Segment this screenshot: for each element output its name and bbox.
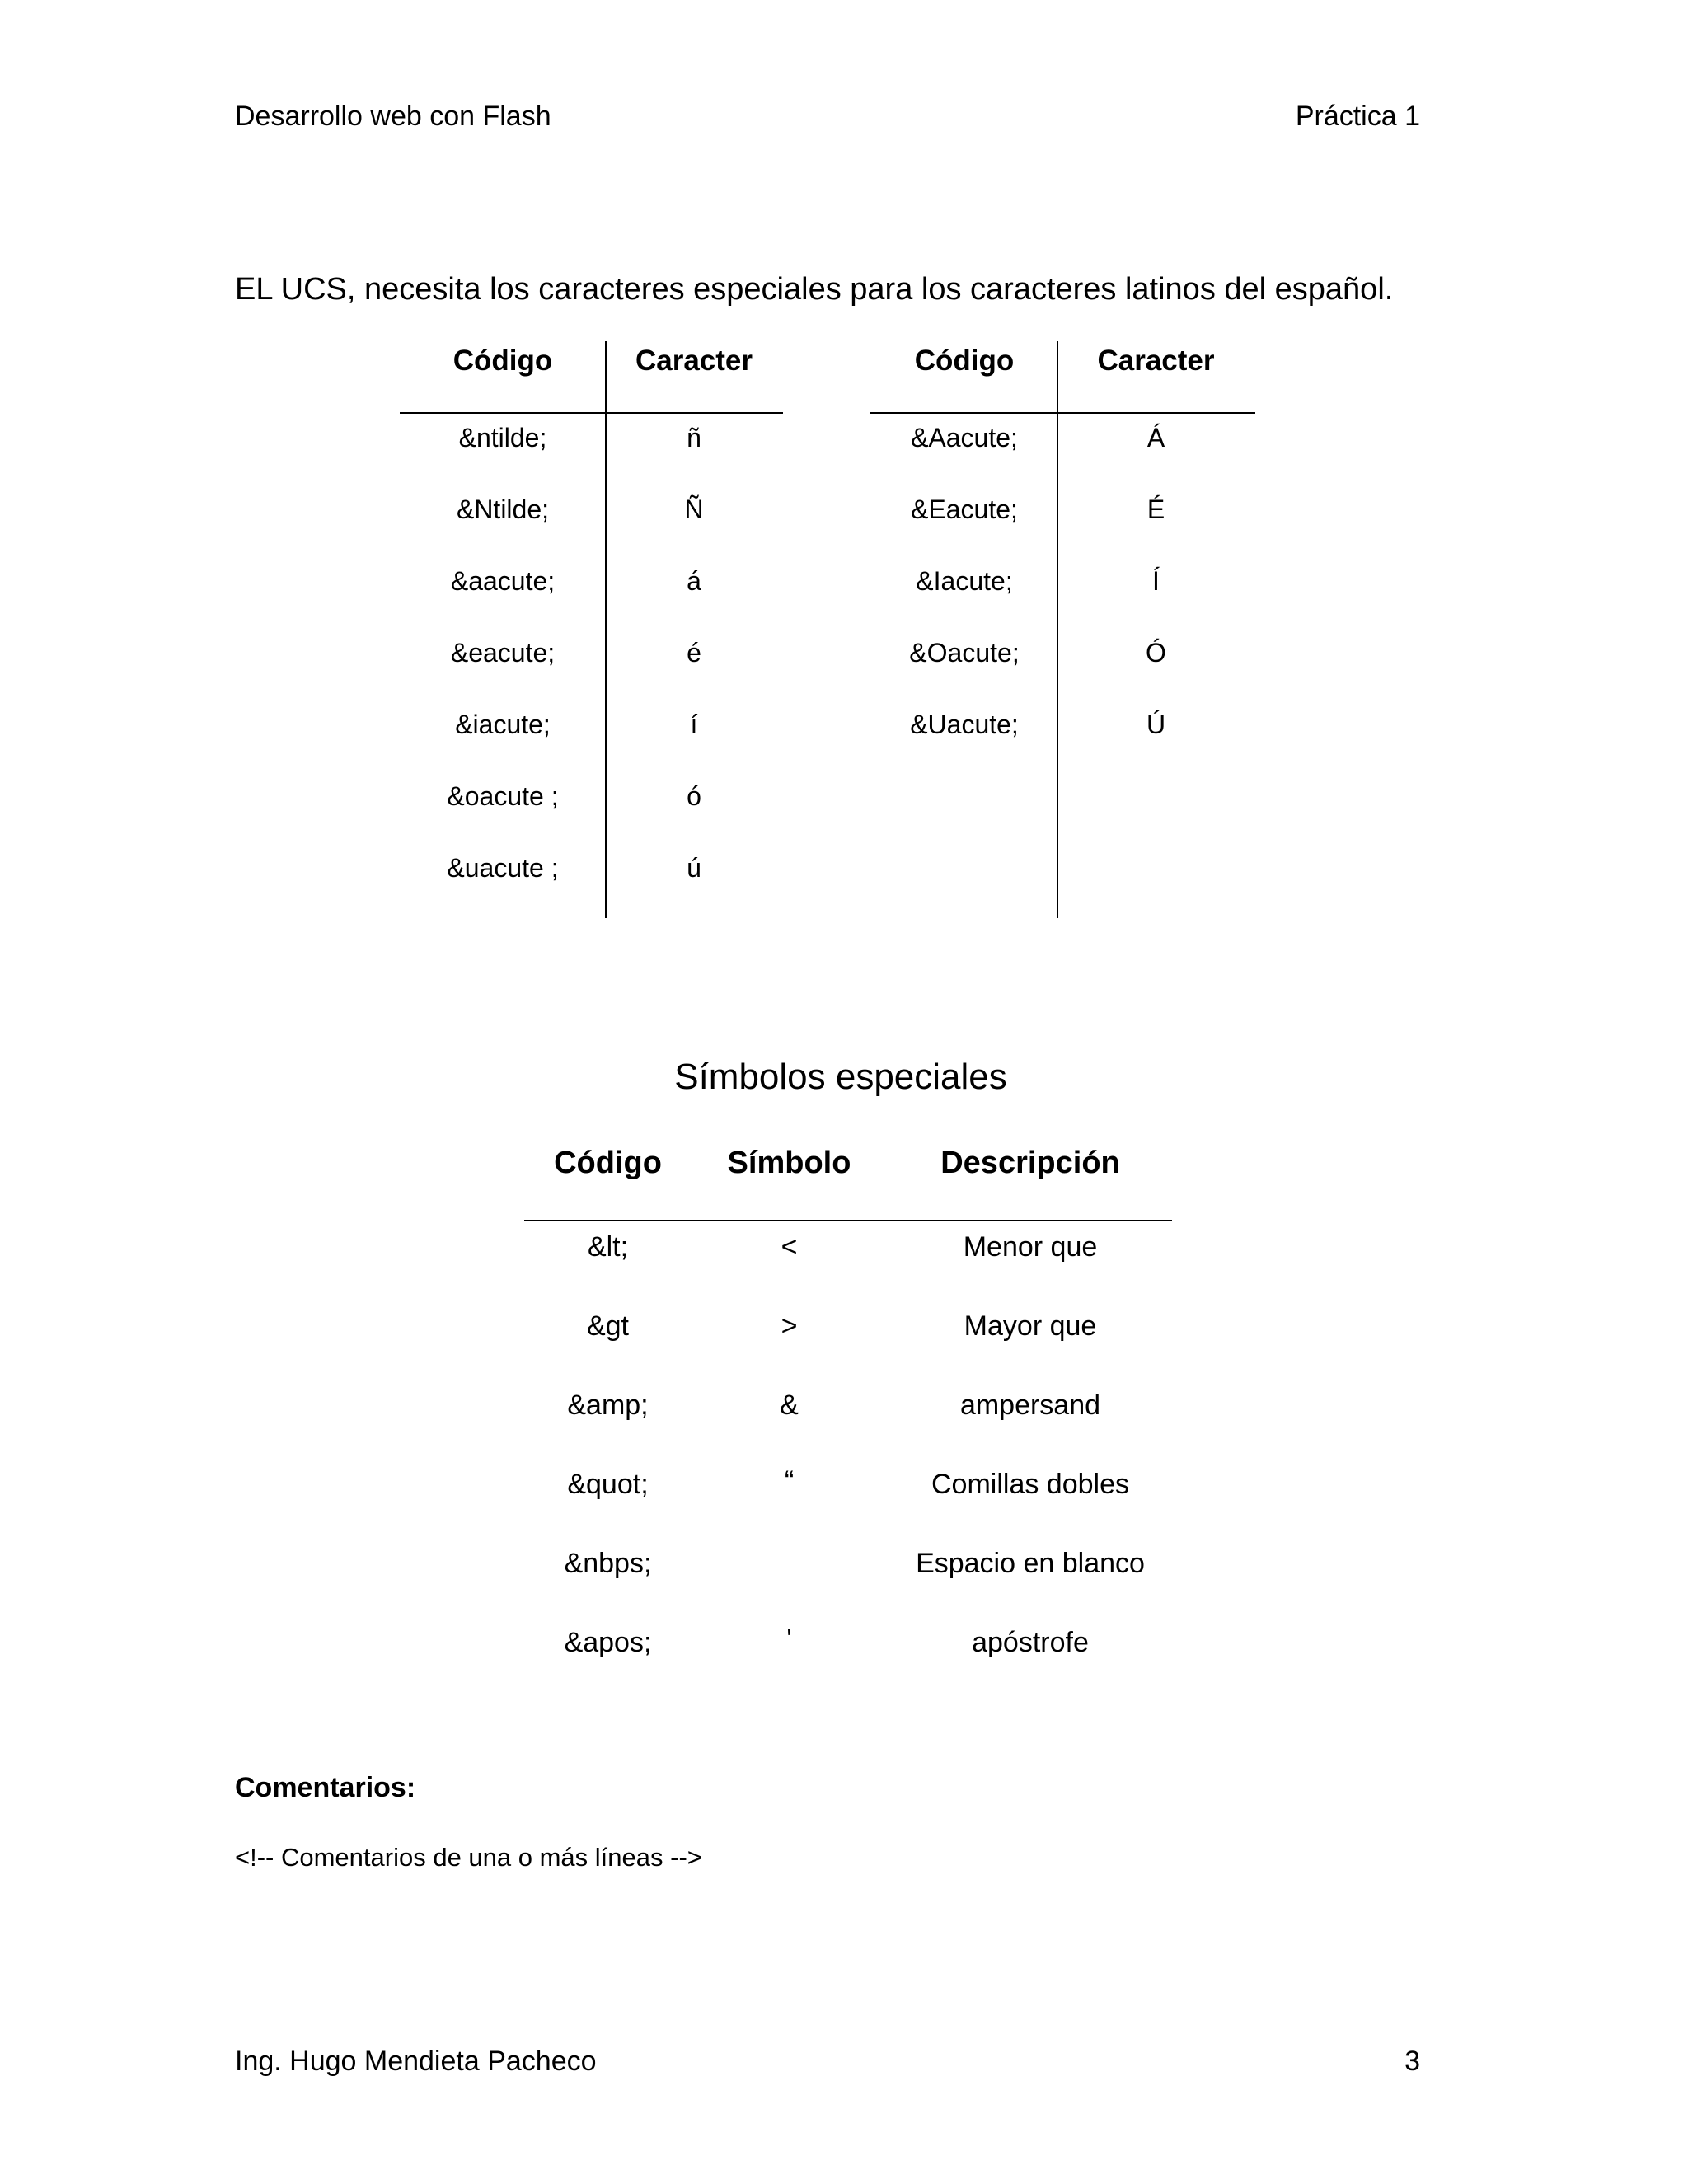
char-cell: ó (687, 781, 701, 811)
char-cell: Á (1146, 423, 1165, 452)
page-header-practice: Práctica 1 (1295, 101, 1420, 132)
header-codigo: Código (452, 344, 553, 377)
code-cell: &Oacute; (909, 638, 1020, 668)
description-cell: Mayor que (964, 1310, 1097, 1342)
page-number: 3 (1404, 2046, 1420, 2077)
code-cell: &Iacute; (916, 566, 1013, 596)
code-cell: &uacute ; (447, 853, 559, 883)
code-cell: &amp; (567, 1390, 649, 1421)
header-caracter: Caracter (635, 344, 753, 377)
code-cell: &nbps; (564, 1548, 652, 1579)
comments-label: Comentarios: (235, 1772, 416, 1803)
page-footer-author: Ing. Hugo Mendieta Pacheco (235, 2046, 597, 2077)
symbols-section-title: Símbolos especiales (674, 1057, 1007, 1097)
symbol-cell: “ (784, 1465, 795, 1497)
description-cell: Espacio en blanco (916, 1548, 1145, 1579)
symbol-cell: & (780, 1390, 799, 1421)
char-cell: Ñ (684, 494, 704, 524)
char-cell: í (690, 710, 698, 739)
code-cell: &Ntilde; (456, 494, 550, 524)
intro-text: EL UCS, necesita los caracteres especiales para los caracteres latinos del español. (235, 272, 1394, 307)
code-cell: &iacute; (455, 710, 551, 739)
char-cell: Ú (1146, 710, 1166, 739)
code-cell: &quot; (567, 1469, 649, 1500)
char-cell: Í (1152, 566, 1160, 596)
header-simbolo: Símbolo (727, 1146, 851, 1180)
symbol-cell: ' (786, 1624, 792, 1655)
page-header-title: Desarrollo web con Flash (235, 101, 551, 132)
description-cell: Menor que (963, 1231, 1098, 1263)
description-cell: ampersand (959, 1390, 1101, 1421)
code-cell: &Aacute; (911, 423, 1018, 452)
table-divider (524, 1220, 1172, 1221)
column-divider (605, 341, 607, 918)
description-cell: Comillas dobles (931, 1469, 1129, 1500)
header-codigo: Código (914, 344, 1015, 377)
char-cell: É (1146, 494, 1165, 524)
code-cell: &lt; (587, 1231, 629, 1263)
char-cell: ñ (687, 423, 701, 452)
code-cell: &aacute; (450, 566, 556, 596)
symbol-cell: < (781, 1231, 798, 1263)
char-cell: ú (687, 853, 701, 883)
comments-example: <!-- Comentarios de una o más líneas --> (235, 1843, 702, 1872)
char-cell: á (687, 566, 701, 596)
header-descripcion: Descripción (940, 1146, 1120, 1180)
code-cell: &apos; (564, 1627, 652, 1658)
code-cell: &gt (586, 1310, 630, 1342)
table-divider (400, 412, 783, 414)
code-cell: &Eacute; (911, 494, 1018, 524)
char-cell: Ó (1146, 638, 1166, 668)
code-cell: &Uacute; (910, 710, 1019, 739)
header-codigo: Código (554, 1146, 662, 1180)
code-cell: &oacute ; (447, 781, 559, 811)
header-caracter: Caracter (1097, 344, 1215, 377)
code-cell: &eacute; (450, 638, 556, 668)
char-cell: é (687, 638, 701, 668)
symbol-cell: > (781, 1310, 798, 1342)
table-divider (870, 412, 1255, 414)
code-cell: &ntilde; (458, 423, 547, 452)
description-cell: apóstrofe (972, 1627, 1089, 1658)
